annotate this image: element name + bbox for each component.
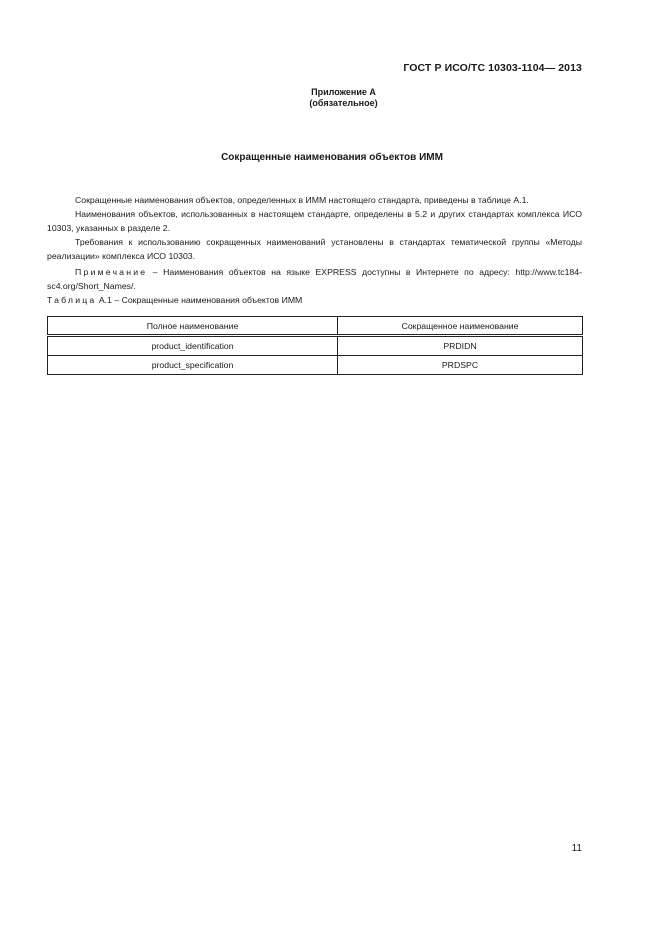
paragraph: Наименования объектов, использованных в настоящем стандарте, определены в 5.2 и других стандартах комплекса ИСО 10303, указанных в разделе 2. <box>47 209 582 233</box>
table-caption-text: А.1 – Сокращенные наименования объектов ИММ <box>96 295 303 305</box>
full-name-cell: product_specification <box>48 356 338 375</box>
short-name-cell: PRDSPC <box>338 356 583 375</box>
annex-subtitle: (обязательное) <box>309 98 378 108</box>
note <box>47 265 582 293</box>
full-name-cell: product_identification <box>48 336 338 356</box>
document-code: ГОСТ Р ИСО/ТС 10303-1104— 2013 <box>403 62 582 74</box>
table-row <box>48 356 583 375</box>
abbreviations-table <box>47 316 583 375</box>
section-title: Сокращенные наименования объектов ИММ <box>221 152 443 163</box>
column-header-full-name: Полное наименование <box>48 317 338 336</box>
annex-heading <box>0 87 661 109</box>
body-text <box>47 193 582 307</box>
note-text: – Наименования объектов на языке EXPRESS доступны в Интернете по адресу: http://www.tc184-sc4.org/Short_Names/. <box>47 267 582 291</box>
table-caption <box>47 293 582 307</box>
paragraph: Требования к использованию сокращенных наименований установлены в стандартах тематической группы «Методы реализации» комплекса ИСО 10303. <box>47 237 582 261</box>
table-caption-label: Таблица <box>47 295 97 305</box>
paragraph: Сокращенные наименования объектов, определенных в ИММ настоящего стандарта, приведены в таблице А.1. <box>75 195 529 205</box>
table-row <box>48 336 583 356</box>
annex-title: Приложение А <box>311 87 376 97</box>
short-name-cell: PRDIDN <box>338 336 583 356</box>
table-header-row <box>48 317 583 336</box>
page-number: 11 <box>571 843 582 854</box>
column-header-short-name: Сокращенное наименование <box>338 317 583 336</box>
note-label: Примечание <box>75 267 148 277</box>
